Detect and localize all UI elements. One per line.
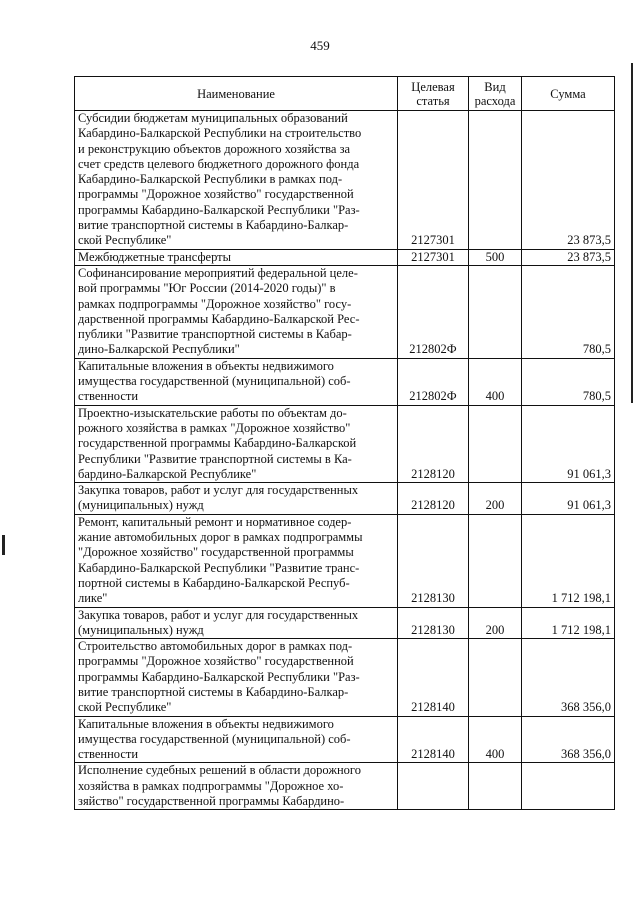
row-name-line: публики "Развитие транспортной системы в Кабар- — [78, 327, 352, 342]
row-name-line: Капитальные вложения в объекты недвижимого — [78, 358, 334, 373]
row-target-article: 2127301 — [398, 111, 469, 250]
binding-mark — [631, 63, 633, 403]
table-row — [75, 111, 615, 250]
table-row — [75, 265, 615, 358]
row-name-line: хозяйства в рамках подпрограммы "Дорожное хо- — [78, 778, 344, 793]
row-name-line: Исполнение судебных решений в области дорожного — [78, 763, 361, 778]
row-target-article: 2128120 — [398, 483, 469, 515]
row-name-line: бардино-Балкарской Республике" — [78, 466, 257, 481]
budget-table — [74, 76, 615, 810]
row-target-article: 212802Ф — [398, 358, 469, 405]
header-target-article — [398, 77, 469, 111]
row-name-line: Закупка товаров, работ и услуг для государственных — [78, 607, 359, 622]
row-name-line: портной системы в Кабардино-Балкарской Респуб- — [78, 575, 350, 590]
table-row — [75, 358, 615, 405]
row-name-line: имущества государственной (муниципальной) соб- — [78, 731, 351, 746]
header-expense-type-line1: Вид — [484, 79, 506, 94]
row-name-line: рамках подпрограммы "Дорожное хозяйство" госу- — [78, 296, 352, 311]
row-name-line: Закупка товаров, работ и услуг для государственных — [78, 483, 359, 498]
row-expense-type: 400 — [469, 716, 522, 763]
row-expense-type: 200 — [469, 483, 522, 515]
row-name-line: Проектно-изыскательские работы по объектам до- — [78, 405, 347, 420]
row-name-line: программы Кабардино-Балкарской Республики "Раз- — [78, 202, 360, 217]
table-row — [75, 514, 615, 607]
row-name-line: витие транспортной системы в Кабардино-Балкар- — [78, 218, 349, 233]
row-name-line: программы "Дорожное хозяйство" государственной — [78, 654, 354, 669]
row-name-line: имущества государственной (муниципальной) соб- — [78, 374, 351, 389]
row-expense-type — [469, 111, 522, 250]
row-name — [75, 639, 398, 716]
table-row — [75, 249, 615, 265]
header-name: Наименование — [75, 77, 398, 111]
row-name-line: зяйство" государственной программы Кабардино- — [78, 794, 345, 809]
row-expense-type — [469, 639, 522, 716]
row-name-line: Софинансирование мероприятий федеральной целе- — [78, 265, 358, 280]
row-sum: 780,5 — [522, 358, 615, 405]
row-name-line: вой программы "Юг России (2014-2020 годы)" в — [78, 281, 336, 296]
row-name — [75, 607, 398, 639]
row-target-article: 212802Ф — [398, 265, 469, 358]
table-row — [75, 763, 615, 810]
row-name-line: Капитальные вложения в объекты недвижимого — [78, 716, 334, 731]
header-target-article-line1: Целевая — [411, 79, 455, 94]
header-expense-type — [469, 77, 522, 111]
table-header-row — [75, 77, 615, 111]
row-name-line: дарственной программы Кабардино-Балкарской Рес- — [78, 311, 360, 326]
row-name-line: счет средств целевого бюджетного дорожного фонда — [78, 156, 360, 171]
row-name-line: Кабардино-Балкарской Республики на строительство — [78, 126, 362, 141]
row-name-line: ской Республике" — [78, 233, 172, 248]
row-target-article: 2128120 — [398, 405, 469, 482]
header-target-article-line2: статья — [416, 93, 450, 108]
row-name — [75, 358, 398, 405]
row-name-line: Республики "Развитие транспортной системы в Ка- — [78, 451, 352, 466]
table-row — [75, 716, 615, 763]
row-target-article: 2128140 — [398, 639, 469, 716]
row-expense-type: 500 — [469, 249, 522, 265]
row-name-line: витие транспортной системы в Кабардино-Балкар- — [78, 684, 349, 699]
row-sum: 23 873,5 — [522, 249, 615, 265]
row-name-line: Кабардино-Балкарской Республики "Развитие транс- — [78, 560, 360, 575]
row-target-article: 2128130 — [398, 514, 469, 607]
row-expense-type: 200 — [469, 607, 522, 639]
row-name-line: и реконструкцию объектов дорожного хозяйства за — [78, 141, 351, 156]
row-expense-type: 400 — [469, 358, 522, 405]
row-sum: 91 061,3 — [522, 405, 615, 482]
row-target-article: 2127301 — [398, 249, 469, 265]
row-name-line: дино-Балкарской Республики" — [78, 342, 240, 357]
row-target-article: 2128140 — [398, 716, 469, 763]
row-expense-type — [469, 763, 522, 810]
row-sum: 91 061,3 — [522, 483, 615, 515]
row-name — [75, 249, 398, 265]
row-name-line: Субсидии бюджетам муниципальных образований — [78, 111, 348, 125]
row-sum: 780,5 — [522, 265, 615, 358]
binding-mark — [2, 535, 5, 555]
table-row — [75, 405, 615, 482]
row-name-line: программы Кабардино-Балкарской Республики "Раз- — [78, 669, 360, 684]
row-sum — [522, 763, 615, 810]
row-sum: 368 356,0 — [522, 639, 615, 716]
row-sum: 1 712 198,1 — [522, 514, 615, 607]
row-name-line: ской Республике" — [78, 700, 172, 715]
row-name-line: рожного хозяйства в рамках "Дорожное хозяйство" — [78, 420, 351, 435]
row-name-line: государственной программы Кабардино-Балкарской — [78, 436, 357, 451]
row-name-line: Межбюджетные трансферты — [78, 249, 232, 264]
row-name-line: ственности — [78, 389, 139, 404]
row-expense-type — [469, 514, 522, 607]
row-sum: 368 356,0 — [522, 716, 615, 763]
row-name-line: Кабардино-Балкарской Республики в рамках под- — [78, 172, 343, 187]
row-sum: 1 712 198,1 — [522, 607, 615, 639]
row-name-line: программы "Дорожное хозяйство" государственной — [78, 187, 354, 202]
row-name-line: (муниципальных) нужд — [78, 498, 204, 513]
table-body — [75, 111, 615, 810]
table-row — [75, 639, 615, 716]
row-name — [75, 763, 398, 810]
row-sum: 23 873,5 — [522, 111, 615, 250]
row-target-article: 2128130 — [398, 607, 469, 639]
row-expense-type — [469, 265, 522, 358]
row-name — [75, 265, 398, 358]
page-number: 459 — [310, 38, 330, 53]
row-name — [75, 483, 398, 515]
row-name — [75, 716, 398, 763]
table-row — [75, 483, 615, 515]
table-row — [75, 607, 615, 639]
row-expense-type — [469, 405, 522, 482]
row-name-line: ственности — [78, 747, 139, 762]
row-name — [75, 111, 398, 250]
row-name-line: Строительство автомобильных дорог в рамках под- — [78, 639, 353, 654]
row-name-line: "Дорожное хозяйство" государственной программы — [78, 545, 354, 560]
row-name-line: Ремонт, капитальный ремонт и нормативное содер- — [78, 514, 352, 529]
row-name — [75, 405, 398, 482]
row-name-line: лике" — [78, 591, 108, 606]
header-expense-type-line2: расхода — [474, 93, 516, 108]
row-name-line: (муниципальных) нужд — [78, 622, 204, 637]
row-name-line: жание автомобильных дорог в рамках подпрограммы — [78, 530, 363, 545]
row-name — [75, 514, 398, 607]
row-target-article — [398, 763, 469, 810]
header-sum: Сумма — [522, 77, 615, 111]
